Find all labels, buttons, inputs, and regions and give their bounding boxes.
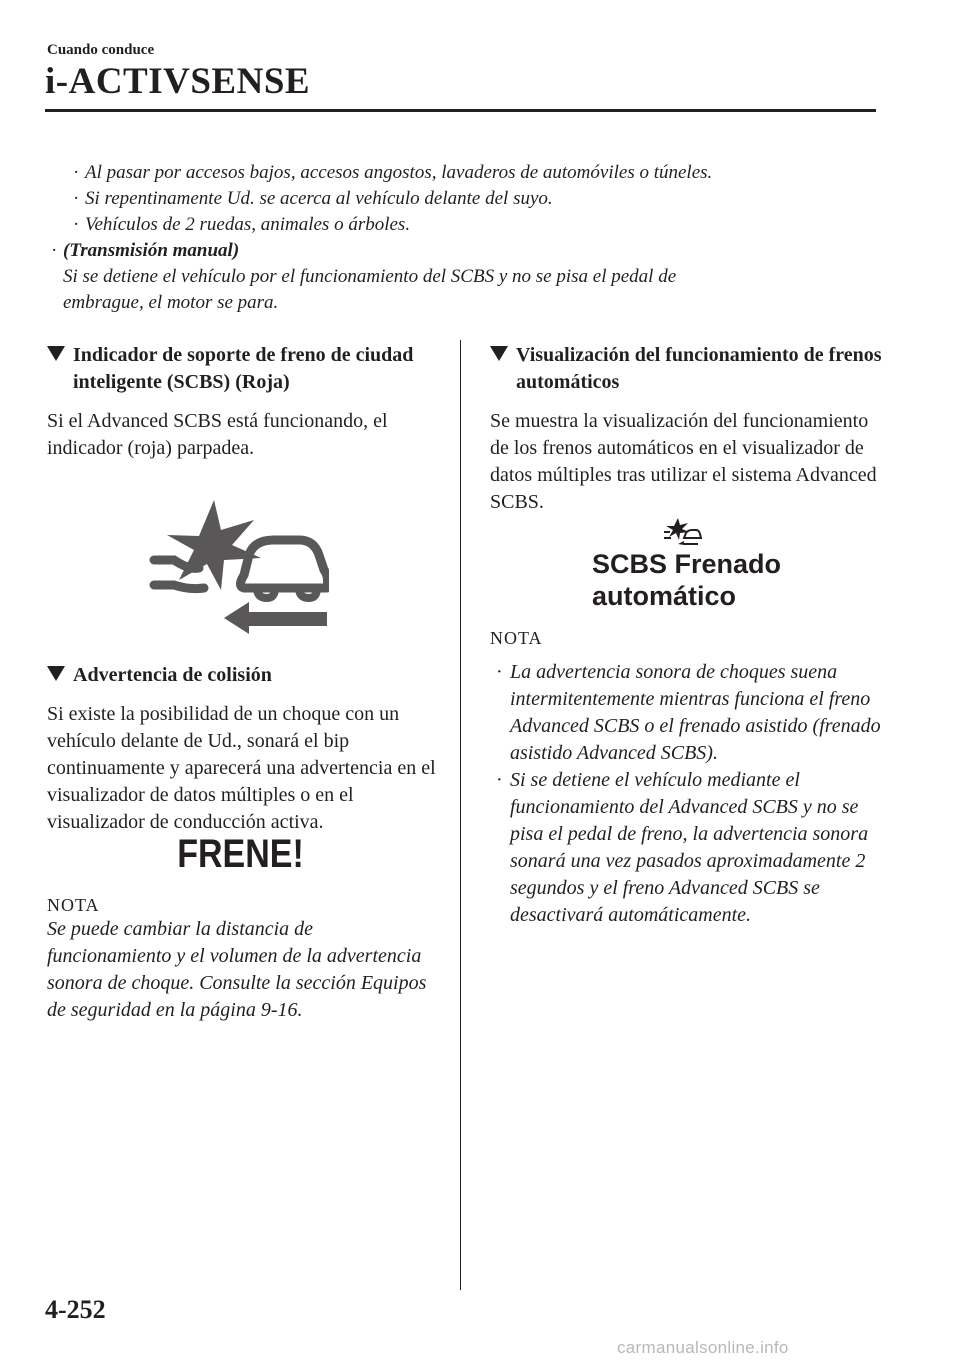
paragraph: Se muestra la visualización del funcionamiento de los frenos automáticos en el visualizador de datos múltiples tras utilizar el sistema Advanced SCBS. [490, 410, 877, 513]
triangle-bullet-icon [47, 666, 65, 681]
nota-list [490, 659, 885, 929]
paragraph: Si existe la posibilidad de un choque con un vehículo delante de Ud., sonará el bip continuamente y aparecerá una advertencia en el visualizador de datos múltiples o en el visualizador de conducción activa. [47, 703, 436, 833]
chapter-title: i-ACTIVSENSE [45, 61, 311, 102]
list-item: · Vehículos de 2 ruedas, animales o árboles. [73, 214, 411, 235]
column-divider [460, 340, 461, 1290]
scbs-small-icon [662, 518, 702, 546]
list-item: · Si repentinamente Ud. se acerca al vehículo delante del suyo. [73, 188, 553, 209]
watermark: carmanualsonline.info [617, 1338, 789, 1357]
manual-transmission-title: (Transmisión manual) [63, 240, 240, 261]
top-list [47, 160, 887, 316]
left-column [47, 342, 442, 1024]
header-rule [45, 109, 876, 112]
paragraph: Si el Advanced SCBS está funcionando, el indicador (roja) parpadea. [47, 410, 388, 459]
section-heading-scbs-indicator: Indicador de soporte de freno de ciudad inteligente (SCBS) (Roja) [47, 342, 442, 396]
list-item: · Al pasar por accesos bajos, accesos angostos, lavaderos de automóviles o túneles. [73, 162, 713, 183]
display-line: SCBS Frenado [592, 549, 782, 579]
triangle-bullet-icon [490, 346, 508, 361]
nota-text: Se puede cambiar la distancia de funcionamiento y el volumen de la advertencia sonora de choque. Consulte la sección Equipos de seguridad en la página 9-16. [47, 918, 427, 1021]
section-heading-auto-brake-display: Visualización del funcionamiento de frenos automáticos [490, 342, 885, 396]
list-item-manual: · (Transmisión manual) Si se detiene el vehículo por el funcionamiento del SCBS y no se pisa el pedal de embrague, el motor se para. [51, 240, 677, 313]
right-column [490, 342, 885, 929]
triangle-bullet-icon [47, 346, 65, 361]
scbs-collision-indicator-icon [149, 500, 329, 640]
list-item: · Si se detiene el vehículo mediante el funcionamiento del Advanced SCBS y no se pisa el pedal de freno, la advertencia sonora sonará una vez pasados aproximadamente 2 segundos y el freno Advanced SCBS se desactivará automáticamente. [496, 769, 869, 926]
section-heading-collision-warning: Advertencia de colisión [47, 662, 442, 689]
section-label: Cuando conduce [47, 42, 155, 58]
auto-brake-display [592, 548, 885, 612]
list-item: · La advertencia sonora de choques suena intermitentemente mientras funciona el freno Advanced SCBS o el frenado asistido (frenado asistido Advanced SCBS). [496, 661, 881, 764]
nota-title: NOTA [47, 895, 100, 915]
display-line: automático [592, 581, 737, 611]
frene-warning-display: FRENE! [177, 832, 304, 876]
page-number: 4-252 [45, 1295, 106, 1324]
nota-title: NOTA [490, 628, 543, 648]
